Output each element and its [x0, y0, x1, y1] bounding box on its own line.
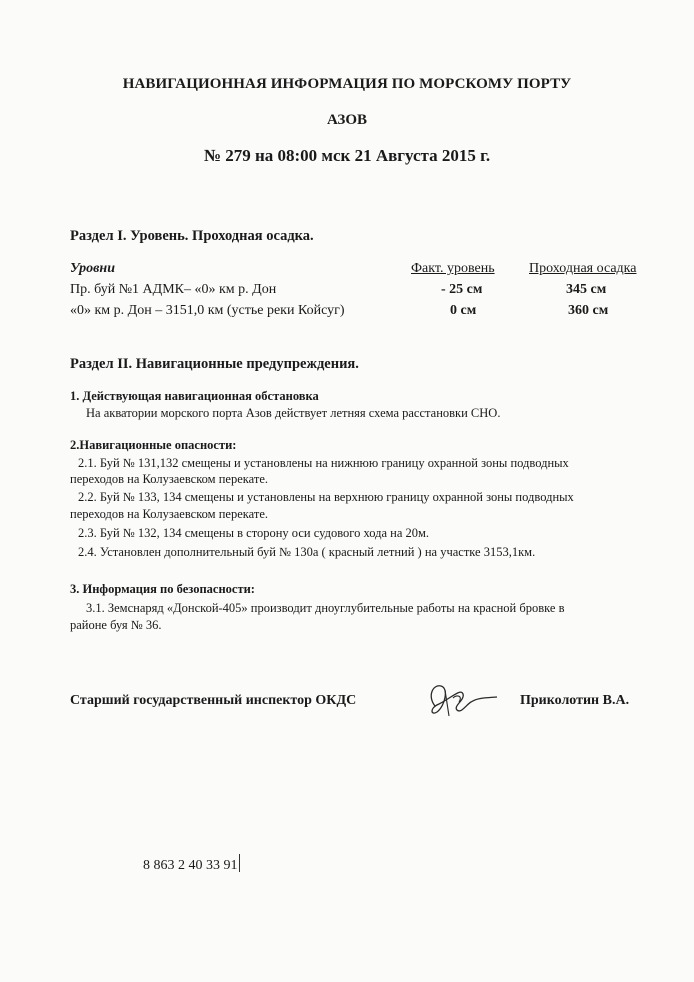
subsection-2-title: 2.Навигационные опасности: [70, 438, 237, 452]
signatory-name: Приколотин В.А. [520, 693, 630, 708]
port-name: АЗОВ [326, 112, 368, 128]
subsection-1-title: 1. Действующая навигационная обстановка [70, 389, 319, 403]
subsection-1-text: На акватории морского порта Азов действует летняя схема расстановки СНО. [86, 406, 501, 420]
safety-info-line: 3.1. Земснаряд «Донской-405» производит дноуглубительные работы на красной бровке в [86, 601, 565, 615]
text-cursor [239, 854, 240, 872]
column-header-actual-level: Факт. уровень [411, 261, 495, 276]
safety-info-continued: районе буя № 36. [70, 618, 162, 632]
section-2-heading: Раздел II. Навигационные предупреждения. [70, 356, 359, 372]
level-row-location: «0» км р. Дон – 3151,0 км (устье реки Койсуг) [70, 303, 345, 318]
hazard-item-continued: переходов на Колузаевском перекате. [70, 472, 268, 486]
column-header-levels: Уровни [70, 261, 115, 276]
document-title: НАВИГАЦИОННАЯ ИНФОРМАЦИЯ ПО МОРСКОМУ ПОРТУ [122, 76, 572, 92]
section-1-heading: Раздел I. Уровень. Проходная осадка. [70, 228, 314, 244]
signatory-position: Старший государственный инспектор ОКДС [70, 693, 357, 708]
level-row-draft: 360 см [568, 303, 609, 318]
hazard-item: 2.2. Буй № 133, 134 смещены и установлены на верхнюю границу охранной зоны подводных [78, 490, 574, 504]
hazard-item-continued: переходов на Колузаевском перекате. [70, 507, 268, 521]
handwritten-signature [405, 676, 505, 729]
hazard-item: 2.1. Буй № 131,132 смещены и установлены на нижнюю границу охранной зоны подводных [78, 456, 569, 470]
hazard-item: 2.3. Буй № 132, 134 смещены в сторону оси судового хода на 20м. [78, 526, 430, 540]
contact-phone [143, 854, 240, 874]
hazard-item: 2.4. Установлен дополнительный буй № 130а ( красный летний ) на участке 3153,1км. [78, 545, 536, 559]
column-header-passage-draft: Проходная осадка [529, 261, 637, 276]
level-row-actual: 0 см [450, 303, 477, 318]
level-row-actual: - 25 см [441, 282, 483, 297]
subsection-3-title: 3. Информация по безопасности: [70, 582, 255, 596]
phone-number: 8 863 2 40 33 91 [143, 858, 238, 873]
bulletin-number-date: № 279 на 08:00 мск 21 Августа 2015 г. [203, 146, 491, 165]
level-row-draft: 345 см [566, 282, 607, 297]
level-row-location: Пр. буй №1 АДМК– «0» км р. Дон [70, 282, 277, 297]
